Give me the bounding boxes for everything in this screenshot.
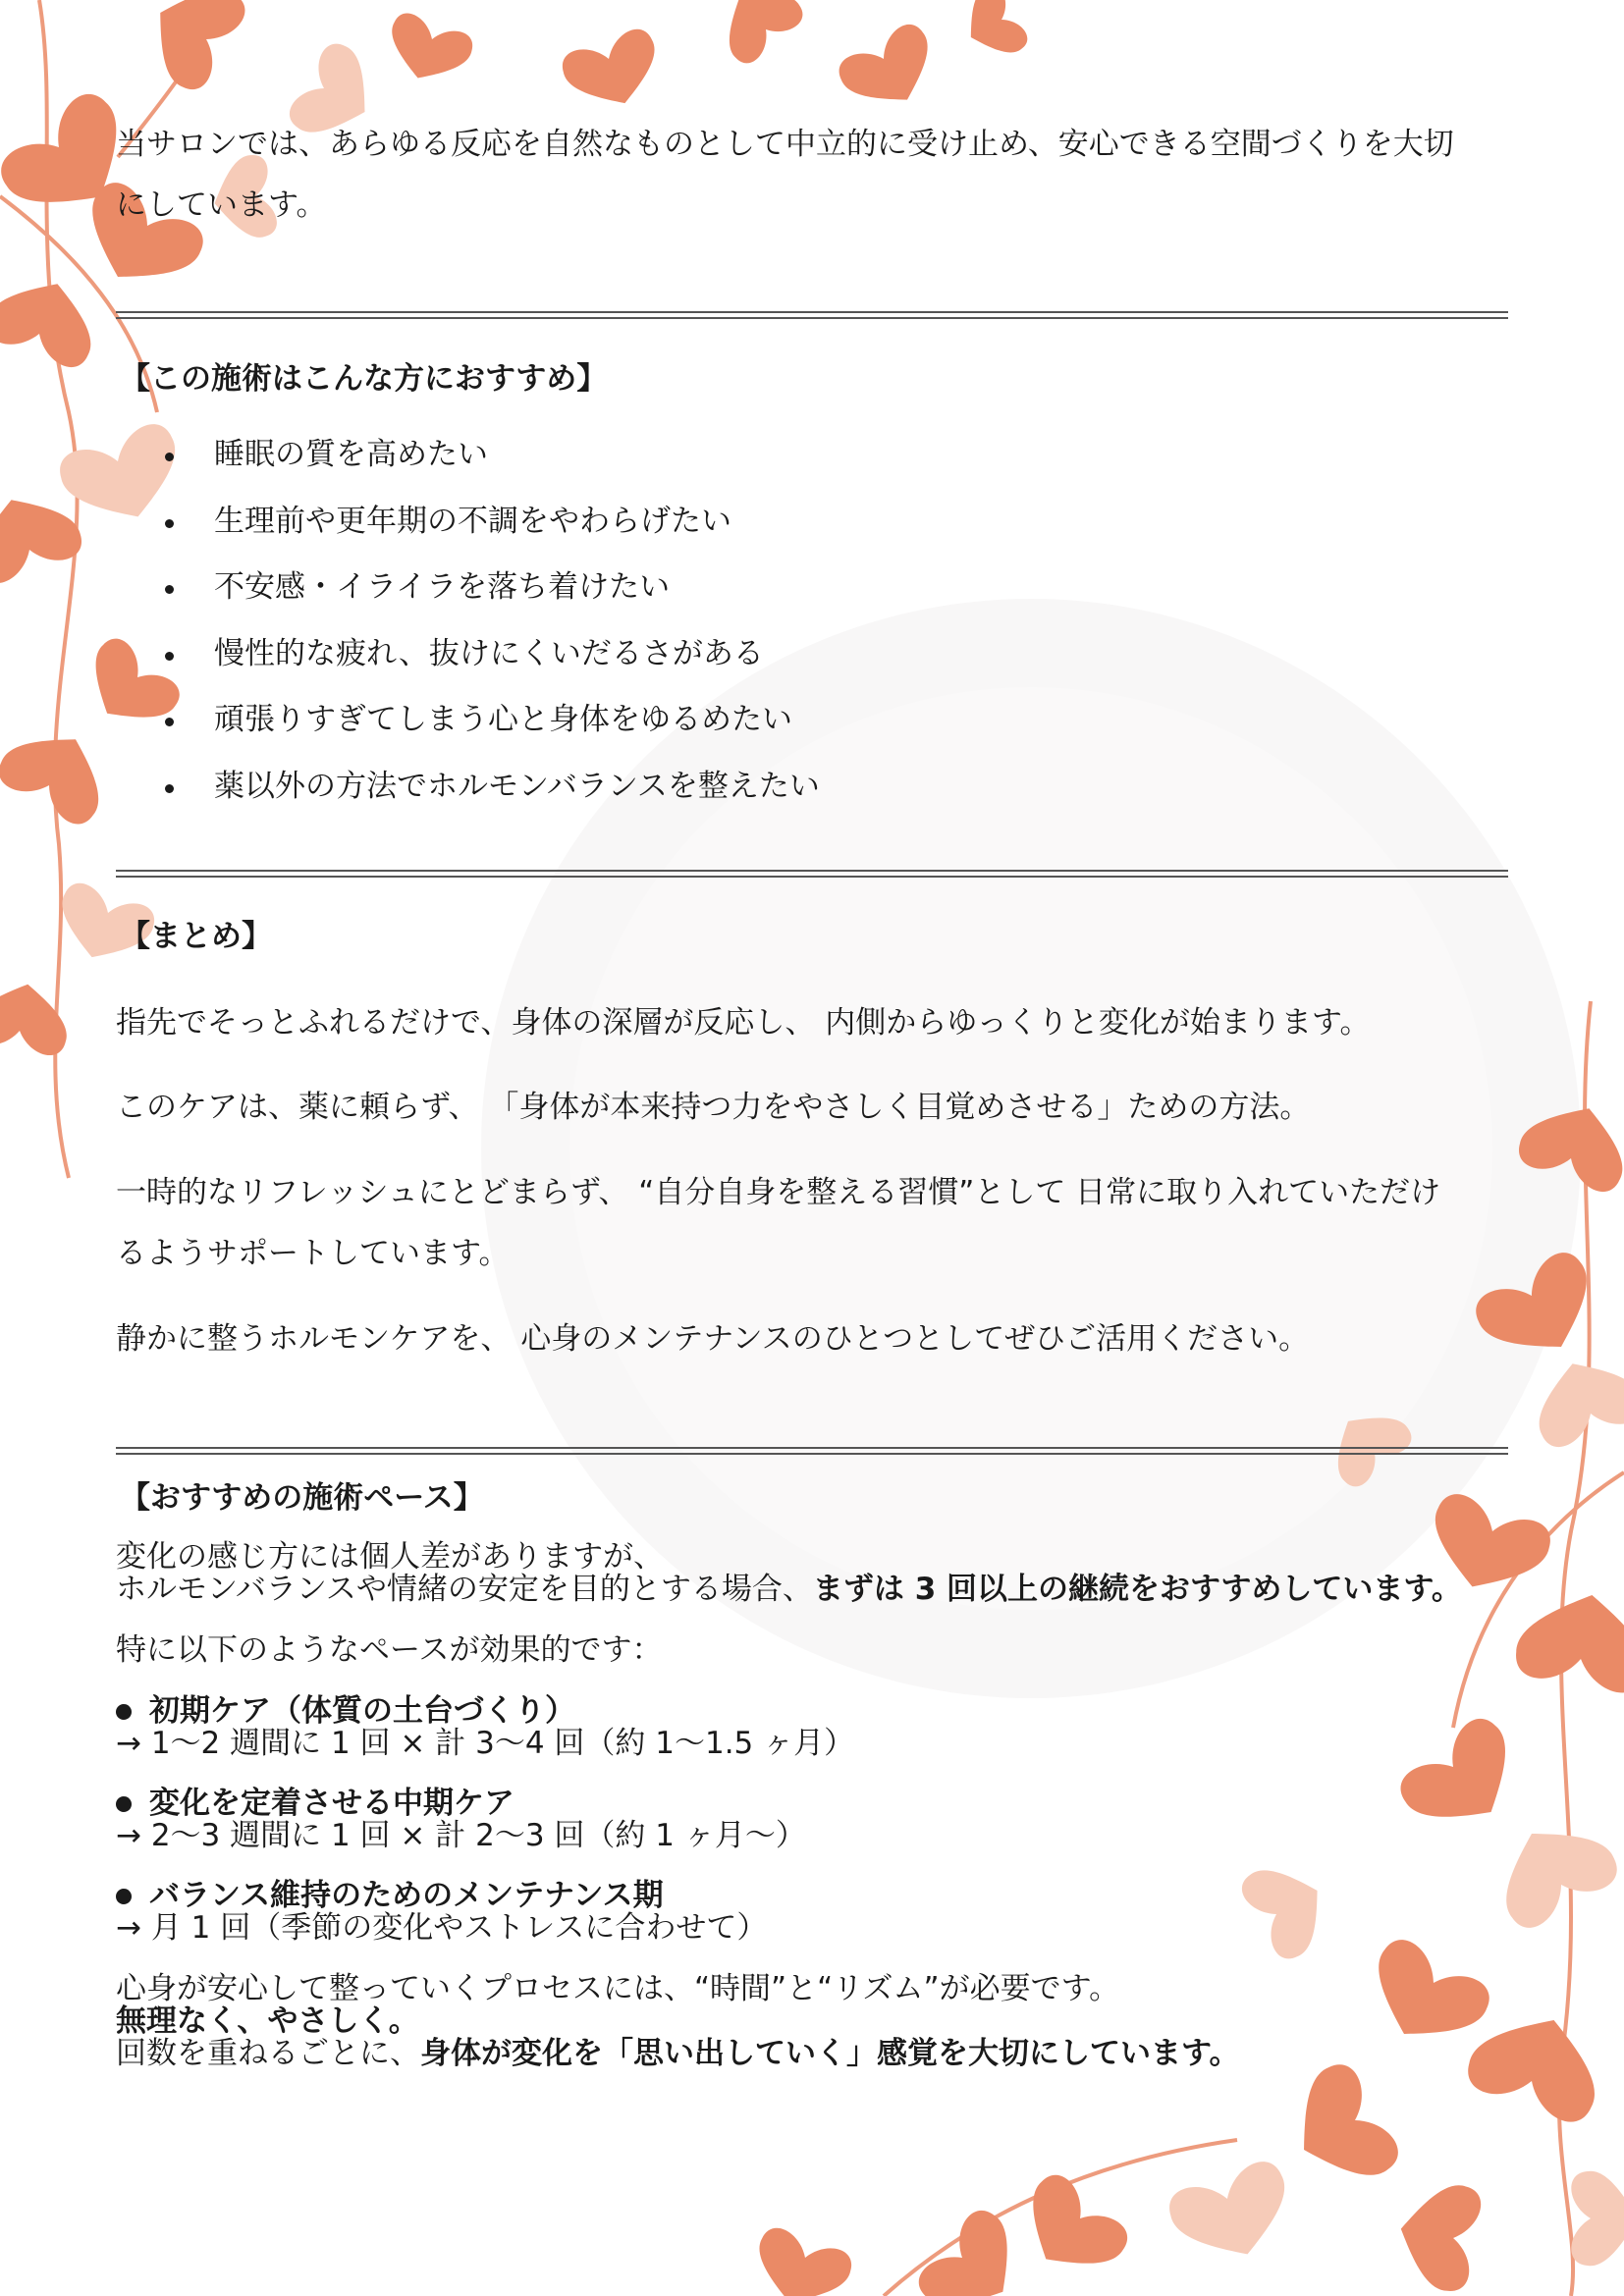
section-divider (116, 870, 1508, 878)
pace-lead: 特に以下のようなペースが効果的です： (116, 1632, 663, 1668)
summary-paragraph-3-line-1: 一時的なリフレッシュにとどまらず、 “自分自身を整える習慣”として 日常に取り入れていただけ (116, 1175, 1441, 1210)
phase-3-detail: → 月 1 回（季節の変化やストレスに合わせて） (116, 1910, 768, 1946)
phase-2-detail: → 2〜3 週間に 1 回 × 計 2〜3 回（約 1 ヶ月〜） (116, 1818, 806, 1853)
pace-intro-emphasis: まずは 3 回以上の継続をおすすめしています。 (812, 1572, 1462, 1607)
pace-intro-normal: ホルモンバランスや情緒の安定を目的とする場合、 (116, 1572, 813, 1607)
summary-paragraph-1: 指先でそっとふれるだけで、身体の深層が反応し、 内側からゆっくりと変化が始まります。 (116, 1005, 1371, 1041)
phase-1-detail: → 1〜2 週間に 1 回 × 計 3〜4 回（約 1〜1.5 ヶ月） (116, 1726, 855, 1761)
section-divider (116, 311, 1508, 319)
summary-paragraph-2: このケアは、薬に頼らず、 「身体が本来持つ力をやさしく目覚めさせる」ための方法。 (116, 1090, 1311, 1125)
phase-2-title-text: 変化を定着させる中期ケア (149, 1786, 514, 1821)
summary-heading: 【まとめ】 (120, 919, 272, 954)
phase-3-title (116, 1880, 664, 1912)
pace-closing-line-3 (116, 2038, 1240, 2070)
list-item: 頑張りすぎてしまう心と身体をゆるめたい (165, 689, 820, 756)
phase-1-title (116, 1695, 575, 1728)
list-item: 薬以外の方法でホルモンバランスを整えたい (165, 756, 820, 823)
bullet-icon (116, 1796, 132, 1812)
bullet-icon (116, 1704, 132, 1720)
phase-2-title (116, 1788, 514, 1820)
summary-paragraph-4: 静かに整うホルモンケアを、 心身のメンテナンスのひとつとしてぜひご活用ください。 (116, 1321, 1310, 1357)
section-divider (116, 1447, 1508, 1455)
recommend-heading: 【この施術はこんな方におすすめ】 (120, 361, 608, 397)
pace-heading: 【おすすめの施術ペース】 (120, 1480, 484, 1516)
recommend-list (165, 424, 820, 822)
pace-closing-line-2: 無理なく、やさしく。 (116, 2003, 419, 2039)
pace-closing-emphasis: 身体が変化を「思い出していく」感覚を大切にしています。 (420, 2036, 1240, 2071)
list-item: 不安感・イライラを落ち着けたい (165, 557, 820, 623)
phase-3-title-text: バランス維持のためのメンテナンス期 (149, 1878, 664, 1913)
intro-line-1: 当サロンでは、あらゆる反応を自然なものとして中立的に受け止め、安心できる空間づくりを大切 (116, 127, 1454, 162)
list-item: 生理前や更年期の不調をやわらげたい (165, 491, 820, 558)
intro-line-2: にしています。 (116, 187, 327, 223)
bullet-icon (116, 1889, 132, 1904)
pace-intro-line-1: 変化の感じ方には個人差がありますが、 (116, 1539, 664, 1575)
list-item: 睡眠の質を高めたい (165, 424, 820, 491)
list-item: 慢性的な疲れ、抜けにくいだるさがある (165, 623, 820, 690)
phase-1-title-text: 初期ケア（体質の土台づくり） (149, 1693, 575, 1729)
pace-closing-line-1: 心身が安心して整っていくプロセスには、“時間”と“リズム”が必要です。 (116, 1971, 1120, 2006)
pace-intro-line-2 (116, 1574, 1462, 1606)
pace-closing-normal: 回数を重ねるごとに、 (116, 2036, 420, 2071)
summary-paragraph-3-line-2: るようサポートしています。 (116, 1236, 510, 1271)
